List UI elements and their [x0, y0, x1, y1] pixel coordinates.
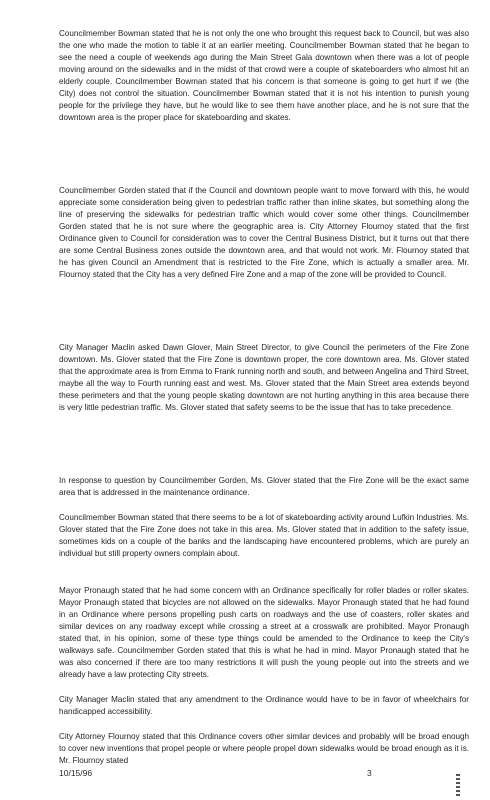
footer-date: 10/15/96	[59, 768, 93, 778]
minutes-body	[59, 28, 469, 780]
paragraph-fire-zone-maintenance-ordinance: In response to question by Councilmember Gorden, Ms. Glover stated that the Fire Zone will be the exact same area that is addressed in the maintenance ordinance.	[59, 476, 469, 498]
paragraph-flournoy-similar-devices: City Attorney Flournoy stated that this Ordinance covers other similar devices and probably will be broad enough to cover new inventions that propel people or where people propel down sidewalks would be broad enough as it is. Mr. Flournoy stated	[59, 732, 469, 766]
paragraph-glover-fire-zone-perimeters: City Manager Maclin asked Dawn Glover, Main Street Director, to give Council the perimeters of the Fire Zone downtown. Ms. Glover stated that the Fire Zone is downtown proper, the core downtown area. Ms. Glover stated that the approximate area is from Emma to Frank running north and south, and between Angelina and Third Street, maybe all the way to Fourth running east and west. Ms. Glover stated that the Main Street area extends beyond these perimeters and that the young people skating downtown are not hurting anything in this area because there is very little pedestrian traffic. Ms. Glover stated that safety seems to be the issue that has to take precedence.	[59, 343, 469, 413]
scan-artifact-mark	[456, 774, 460, 796]
paragraph-mayor-pronaugh-concerns: Mayor Pronaugh stated that he had some concern with an Ordinance specifically for roller blades or roller skates. Mayor Pronaugh stated that bicycles are not allowed on the sidewalks. Mayor Pronaugh stated that he had found in an Ordinance where persons propelling push carts on roadways and the use of coasters, roller skates and similar devices on any roadway except while crossing a street at a crosswalk are prohibited. Mayor Pronaugh stated that, in his opinion, some of these type things could be amended to the Ordinance to keep the City's walkways safe. Councilmember Gorden stated that this is what he had in mind. Mayor Pronaugh stated that he was also concerned if there are too many restrictions it will push the young people out into the streets and we already have a law protecting City streets.	[59, 586, 469, 680]
paragraph-gorden-pedestrian-traffic: Councilmember Gorden stated that if the Council and downtown people want to move forward with this, he would appreciate some consideration being given to pedestrian traffic rather than inline skates, but something along the line of preserving the sidewalks for pedestrian traffic which would cover some other things. Councilmember Gorden stated that he is not sure where the geographic area is. City Attorney Flournoy stated that the first Ordinance given to Council for consideration was to cover the Central Business District, but it turns out that there are some Central Business zones outside the downtown area, and that would not work. Mr. Flournoy stated that he has given Council an Amendment that is restricted to the Fire Zone, which is actually a smaller area. Mr. Flournoy stated that the City has a very defined Fire Zone and a map of the zone will be provided to Council.	[59, 186, 469, 280]
paragraph-bowman-skateboarders: Councilmember Bowman stated that he is not only the one who brought this request back to Council, but was also the one who made the motion to table it at an earlier meeting. Councilmember Bowman stated that he began to see the need a couple of weekends ago during the Main Street Gala downtown when there was a lot of people moving around on the sidewalks and in the midst of that crowd were a couple of skateboarders who almost hit an elderly couple. Councilmember Bowman stated that his concern is that someone is going to get hurt if we (the City) does not control the situation. Councilmember Bowman stated that it is not his intention to punish young people for the privilege they have, but he would like to see them have another place, and he is not sure that the downtown area is the proper place for skateboarding and skates.	[59, 29, 469, 123]
paragraph-lufkin-industries: Councilmember Bowman stated that there seems to be a lot of skateboarding activity around Lufkin Industries. Ms. Glover stated that the Fire Zone does not take in this area. Ms. Glover stated that in addition to the safety issue, sometimes kids on a couple of the banks and the landscaping have encountered problems, which are purely an individual but still property owners complain about.	[59, 513, 469, 559]
paragraph-handicapped-accessibility: City Manager Maclin stated that any amendment to the Ordinance would have to be in favor of wheelchairs for handicapped accessibility.	[59, 695, 469, 717]
page-number: 3	[367, 768, 372, 778]
page-footer	[59, 768, 419, 782]
